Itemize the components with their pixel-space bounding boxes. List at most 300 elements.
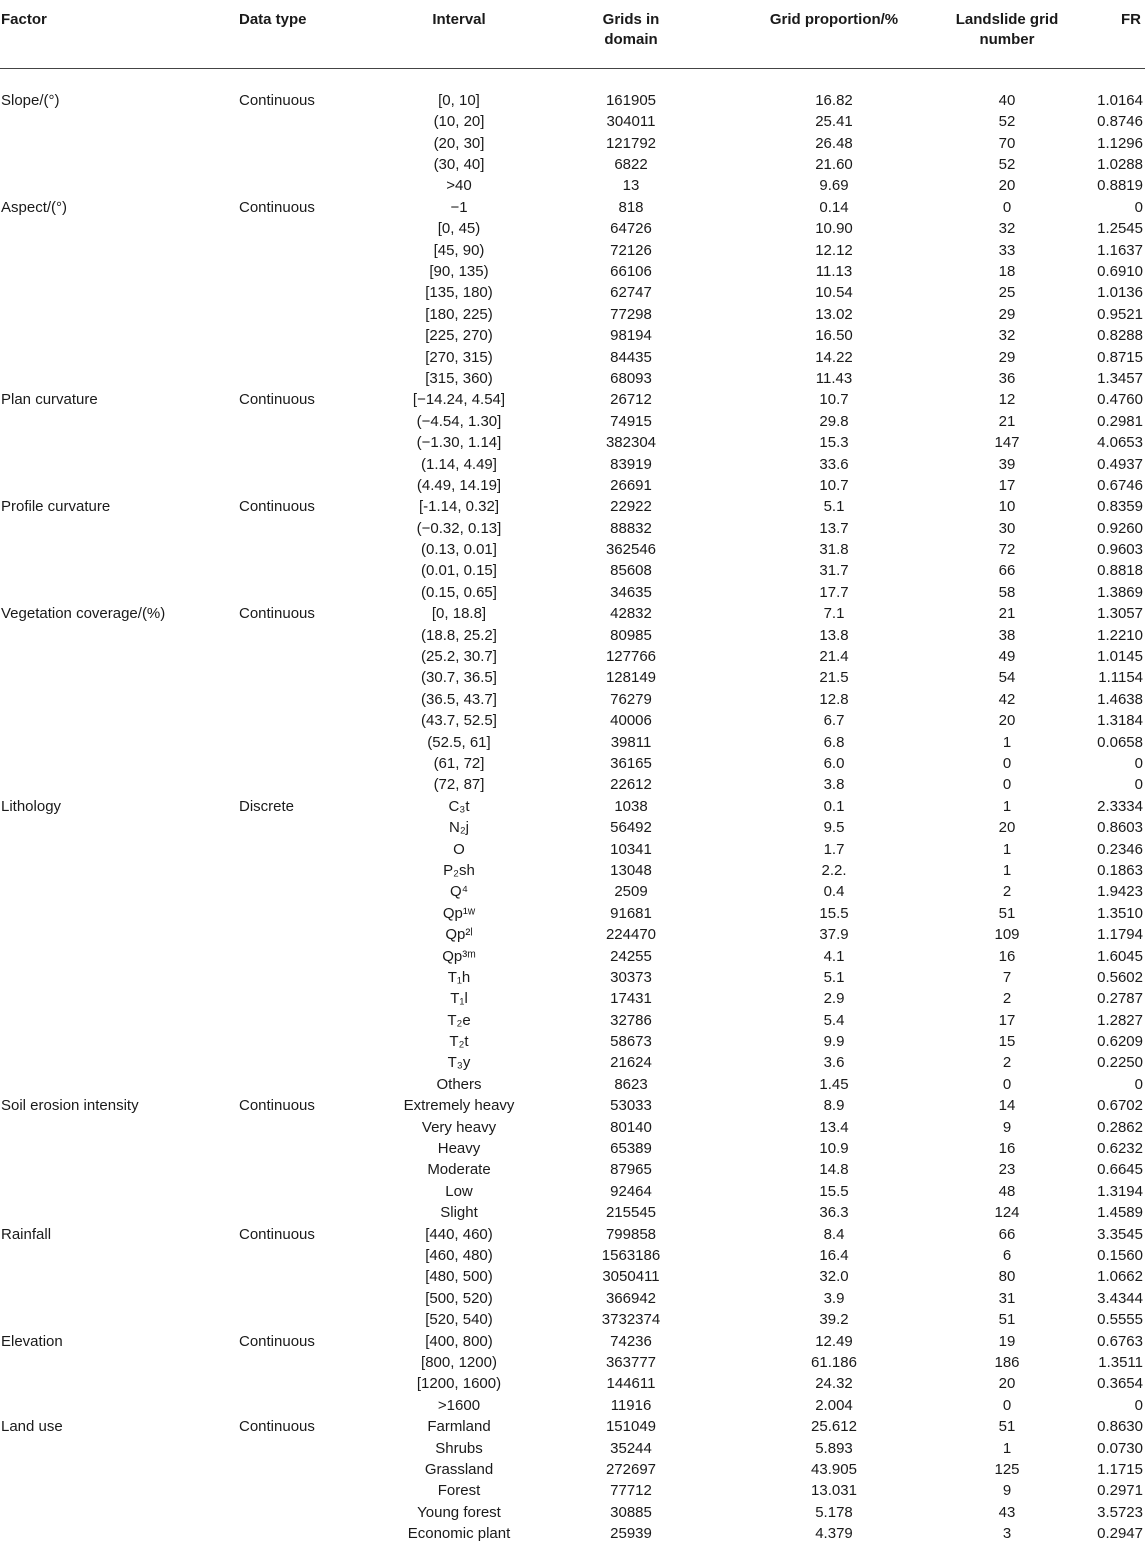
cell-interval: (1.14, 4.49] (375, 454, 543, 475)
cell-interval: [0, 45) (375, 218, 543, 239)
cell-interval: Very heavy (375, 1117, 543, 1138)
cell-grid-proportion: 8.4 (719, 1224, 949, 1245)
cell-grids-in-domain: 34635 (543, 582, 719, 603)
cell-data-type (232, 1159, 375, 1180)
cell-factor (0, 133, 232, 154)
cell-grid-proportion: 15.5 (719, 1181, 949, 1202)
table-row (0, 1459, 1145, 1480)
cell-fr: 0.6702 (1065, 1095, 1145, 1116)
cell-fr: 0.8603 (1065, 817, 1145, 838)
cell-grids-in-domain: 80985 (543, 625, 719, 646)
cell-interval: Extremely heavy (375, 1095, 543, 1116)
cell-landslide-grid-number: 38 (949, 625, 1065, 646)
cell-data-type: Continuous (232, 90, 375, 111)
cell-grids-in-domain: 151049 (543, 1416, 719, 1437)
cell-factor (0, 1373, 232, 1394)
cell-landslide-grid-number: 30 (949, 518, 1065, 539)
cell-grid-proportion: 21.60 (719, 154, 949, 175)
cell-grids-in-domain: 32786 (543, 1010, 719, 1031)
table-row (0, 667, 1145, 688)
table-row (0, 133, 1145, 154)
table-row (0, 454, 1145, 475)
cell-fr: 0.6232 (1065, 1138, 1145, 1159)
cell-grid-proportion: 14.8 (719, 1159, 949, 1180)
cell-fr: 0.1560 (1065, 1245, 1145, 1266)
table-row (0, 1245, 1145, 1266)
cell-factor (0, 1159, 232, 1180)
cell-data-type (232, 1502, 375, 1523)
cell-interval: [225, 270) (375, 325, 543, 346)
cell-landslide-grid-number: 147 (949, 432, 1065, 453)
cell-fr: 1.3194 (1065, 1181, 1145, 1202)
cell-landslide-grid-number: 9 (949, 1480, 1065, 1501)
cell-landslide-grid-number: 51 (949, 1309, 1065, 1330)
cell-interval: C₃t (375, 796, 543, 817)
cell-factor (0, 1245, 232, 1266)
cell-fr: 1.9423 (1065, 881, 1145, 902)
cell-grids-in-domain: 224470 (543, 924, 719, 945)
cell-landslide-grid-number: 17 (949, 1010, 1065, 1031)
cell-fr: 0 (1065, 197, 1145, 218)
cell-grids-in-domain: 77712 (543, 1480, 719, 1501)
cell-data-type (232, 1266, 375, 1287)
cell-data-type (232, 432, 375, 453)
cell-data-type (232, 903, 375, 924)
cell-factor (0, 1438, 232, 1459)
table-row (0, 90, 1145, 111)
cell-grid-proportion: 10.9 (719, 1138, 949, 1159)
cell-grids-in-domain: 11916 (543, 1395, 719, 1416)
cell-factor (0, 1138, 232, 1159)
cell-grids-in-domain: 22612 (543, 774, 719, 795)
table-row (0, 432, 1145, 453)
cell-factor: Soil erosion intensity (0, 1095, 232, 1116)
cell-grids-in-domain: 83919 (543, 454, 719, 475)
cell-grids-in-domain: 36165 (543, 753, 719, 774)
cell-interval: Qp¹ʷ (375, 903, 543, 924)
cell-data-type (232, 946, 375, 967)
cell-landslide-grid-number: 66 (949, 1224, 1065, 1245)
table-row (0, 175, 1145, 196)
cell-interval: [0, 18.8] (375, 603, 543, 624)
cell-grid-proportion: 16.4 (719, 1245, 949, 1266)
cell-fr: 1.3869 (1065, 582, 1145, 603)
cell-landslide-grid-number: 10 (949, 496, 1065, 517)
cell-grids-in-domain: 382304 (543, 432, 719, 453)
cell-grid-proportion: 14.22 (719, 347, 949, 368)
header-row (0, 0, 1145, 69)
cell-interval: Heavy (375, 1138, 543, 1159)
table-row (0, 560, 1145, 581)
cell-data-type (232, 368, 375, 389)
cell-grids-in-domain: 127766 (543, 646, 719, 667)
cell-grids-in-domain: 17431 (543, 988, 719, 1009)
cell-data-type (232, 539, 375, 560)
cell-data-type (232, 1245, 375, 1266)
cell-interval: [0, 10] (375, 90, 543, 111)
header-landslide-line1: Landslide grid (956, 11, 1059, 28)
cell-fr: 0.2250 (1065, 1052, 1145, 1073)
cell-grids-in-domain: 13 (543, 175, 719, 196)
cell-landslide-grid-number: 80 (949, 1266, 1065, 1287)
cell-fr: 0.8746 (1065, 111, 1145, 132)
cell-grids-in-domain: 66106 (543, 261, 719, 282)
table-row (0, 282, 1145, 303)
cell-interval: Slight (375, 1202, 543, 1223)
cell-data-type (232, 1288, 375, 1309)
cell-fr: 0.2787 (1065, 988, 1145, 1009)
cell-grids-in-domain: 144611 (543, 1373, 719, 1394)
cell-data-type (232, 454, 375, 475)
cell-interval: [−14.24, 4.54] (375, 389, 543, 410)
cell-landslide-grid-number: 12 (949, 389, 1065, 410)
cell-fr: 0 (1065, 1074, 1145, 1095)
cell-grids-in-domain: 26712 (543, 389, 719, 410)
cell-interval: Qp³ᵐ (375, 946, 543, 967)
cell-interval: (43.7, 52.5] (375, 710, 543, 731)
cell-grid-proportion: 9.9 (719, 1031, 949, 1052)
cell-landslide-grid-number: 39 (949, 454, 1065, 475)
cell-factor (0, 560, 232, 581)
cell-factor (0, 1288, 232, 1309)
cell-landslide-grid-number: 21 (949, 411, 1065, 432)
cell-landslide-grid-number: 72 (949, 539, 1065, 560)
cell-interval: [1200, 1600) (375, 1373, 543, 1394)
cell-grid-proportion: 0.14 (719, 197, 949, 218)
cell-landslide-grid-number: 21 (949, 603, 1065, 624)
table-row (0, 475, 1145, 496)
cell-fr: 0.2981 (1065, 411, 1145, 432)
cell-grid-proportion: 6.0 (719, 753, 949, 774)
cell-factor (0, 667, 232, 688)
cell-fr: 1.6045 (1065, 946, 1145, 967)
cell-interval: [520, 540) (375, 1309, 543, 1330)
cell-data-type (232, 774, 375, 795)
header-grids-line1: Grids in (603, 11, 660, 28)
cell-grids-in-domain: 88832 (543, 518, 719, 539)
cell-fr: 0.4937 (1065, 454, 1145, 475)
table-row (0, 518, 1145, 539)
table-row (0, 689, 1145, 710)
cell-fr: 1.2210 (1065, 625, 1145, 646)
cell-grids-in-domain: 215545 (543, 1202, 719, 1223)
cell-landslide-grid-number: 40 (949, 90, 1065, 111)
cell-data-type (232, 646, 375, 667)
cell-interval: [45, 90) (375, 240, 543, 261)
cell-grid-proportion: 0.1 (719, 796, 949, 817)
cell-factor (0, 347, 232, 368)
cell-grid-proportion: 5.893 (719, 1438, 949, 1459)
cell-factor (0, 689, 232, 710)
header-grids-line2: domain (604, 31, 657, 48)
cell-fr: 1.0662 (1065, 1266, 1145, 1287)
cell-factor (0, 1202, 232, 1223)
cell-data-type (232, 1459, 375, 1480)
table-row (0, 988, 1145, 1009)
cell-data-type (232, 560, 375, 581)
cell-interval: [460, 480) (375, 1245, 543, 1266)
cell-interval: Q⁴ (375, 881, 543, 902)
cell-grid-proportion: 4.379 (719, 1523, 949, 1544)
cell-factor: Plan curvature (0, 389, 232, 410)
cell-factor (0, 860, 232, 881)
table-row (0, 1331, 1145, 1352)
cell-data-type (232, 667, 375, 688)
cell-fr: 1.0288 (1065, 154, 1145, 175)
cell-grid-proportion: 11.13 (719, 261, 949, 282)
cell-landslide-grid-number: 51 (949, 903, 1065, 924)
cell-factor (0, 1266, 232, 1287)
cell-grid-proportion: 0.4 (719, 881, 949, 902)
table-row (0, 646, 1145, 667)
cell-grids-in-domain: 80140 (543, 1117, 719, 1138)
cell-factor (0, 432, 232, 453)
cell-grid-proportion: 25.612 (719, 1416, 949, 1437)
spacer-cell (0, 69, 1145, 90)
cell-grids-in-domain: 91681 (543, 903, 719, 924)
cell-fr: 0.8288 (1065, 325, 1145, 346)
cell-landslide-grid-number: 2 (949, 1052, 1065, 1073)
cell-landslide-grid-number: 0 (949, 753, 1065, 774)
cell-grids-in-domain: 22922 (543, 496, 719, 517)
cell-landslide-grid-number: 32 (949, 325, 1065, 346)
cell-landslide-grid-number: 32 (949, 218, 1065, 239)
cell-grid-proportion: 12.8 (719, 689, 949, 710)
table-row (0, 1395, 1145, 1416)
cell-grid-proportion: 2.9 (719, 988, 949, 1009)
cell-fr: 3.3545 (1065, 1224, 1145, 1245)
cell-grids-in-domain: 62747 (543, 282, 719, 303)
cell-grids-in-domain: 30885 (543, 1502, 719, 1523)
cell-landslide-grid-number: 0 (949, 197, 1065, 218)
cell-fr: 0.8630 (1065, 1416, 1145, 1437)
table-row (0, 261, 1145, 282)
header-fr: FR (1065, 0, 1145, 69)
cell-data-type (232, 325, 375, 346)
cell-grids-in-domain: 77298 (543, 304, 719, 325)
cell-grid-proportion: 21.5 (719, 667, 949, 688)
table-row (0, 881, 1145, 902)
cell-data-type: Continuous (232, 197, 375, 218)
cell-landslide-grid-number: 14 (949, 1095, 1065, 1116)
cell-fr: 0.2947 (1065, 1523, 1145, 1544)
cell-factor (0, 1031, 232, 1052)
cell-landslide-grid-number: 186 (949, 1352, 1065, 1373)
cell-grid-proportion: 13.02 (719, 304, 949, 325)
cell-landslide-grid-number: 6 (949, 1245, 1065, 1266)
cell-data-type (232, 1373, 375, 1394)
cell-grids-in-domain: 64726 (543, 218, 719, 239)
table-row (0, 1480, 1145, 1501)
cell-interval: [480, 500) (375, 1266, 543, 1287)
cell-landslide-grid-number: 20 (949, 817, 1065, 838)
cell-interval: (0.01, 0.15] (375, 560, 543, 581)
cell-grids-in-domain: 87965 (543, 1159, 719, 1180)
cell-factor (0, 1074, 232, 1095)
cell-landslide-grid-number: 48 (949, 1181, 1065, 1202)
cell-interval: [500, 520) (375, 1288, 543, 1309)
cell-landslide-grid-number: 70 (949, 133, 1065, 154)
table-row (0, 625, 1145, 646)
cell-interval: >40 (375, 175, 543, 196)
cell-landslide-grid-number: 36 (949, 368, 1065, 389)
cell-factor: Slope/(°) (0, 90, 232, 111)
cell-grids-in-domain: 74915 (543, 411, 719, 432)
cell-grid-proportion: 16.82 (719, 90, 949, 111)
cell-grid-proportion: 31.8 (719, 539, 949, 560)
cell-grids-in-domain: 85608 (543, 560, 719, 581)
cell-grid-proportion: 9.5 (719, 817, 949, 838)
cell-factor (0, 1459, 232, 1480)
cell-landslide-grid-number: 0 (949, 774, 1065, 795)
cell-grids-in-domain: 39811 (543, 732, 719, 753)
cell-grid-proportion: 5.1 (719, 496, 949, 517)
cell-data-type: Continuous (232, 389, 375, 410)
cell-data-type (232, 1352, 375, 1373)
cell-factor (0, 967, 232, 988)
cell-factor (0, 411, 232, 432)
cell-fr: 3.5723 (1065, 1502, 1145, 1523)
cell-factor (0, 839, 232, 860)
table-row (0, 304, 1145, 325)
cell-grid-proportion: 10.7 (719, 389, 949, 410)
cell-grid-proportion: 61.186 (719, 1352, 949, 1373)
cell-landslide-grid-number: 125 (949, 1459, 1065, 1480)
cell-grids-in-domain: 30373 (543, 967, 719, 988)
cell-data-type (232, 1181, 375, 1202)
cell-factor (0, 111, 232, 132)
cell-data-type: Continuous (232, 603, 375, 624)
cell-landslide-grid-number: 52 (949, 111, 1065, 132)
header-data-type: Data type (232, 0, 375, 69)
table-row (0, 197, 1145, 218)
cell-landslide-grid-number: 16 (949, 1138, 1065, 1159)
table-row (0, 710, 1145, 731)
cell-landslide-grid-number: 42 (949, 689, 1065, 710)
cell-fr: 2.3334 (1065, 796, 1145, 817)
cell-fr: 0.6645 (1065, 1159, 1145, 1180)
cell-interval: (0.13, 0.01] (375, 539, 543, 560)
cell-factor: Land use (0, 1416, 232, 1437)
table-row (0, 1416, 1145, 1437)
cell-data-type (232, 1117, 375, 1138)
cell-interval: [270, 315) (375, 347, 543, 368)
cell-grid-proportion: 8.9 (719, 1095, 949, 1116)
cell-landslide-grid-number: 20 (949, 175, 1065, 196)
cell-fr: 0.1863 (1065, 860, 1145, 881)
table-row (0, 539, 1145, 560)
cell-fr: 0 (1065, 774, 1145, 795)
cell-grids-in-domain: 1563186 (543, 1245, 719, 1266)
cell-grids-in-domain: 84435 (543, 347, 719, 368)
cell-factor (0, 240, 232, 261)
cell-factor (0, 582, 232, 603)
cell-data-type (232, 860, 375, 881)
cell-fr: 0 (1065, 753, 1145, 774)
cell-fr: 1.3511 (1065, 1352, 1145, 1373)
cell-grids-in-domain: 272697 (543, 1459, 719, 1480)
header-landslide-grid-number (949, 0, 1065, 69)
table-row (0, 240, 1145, 261)
cell-data-type (232, 154, 375, 175)
cell-grid-proportion: 17.7 (719, 582, 949, 603)
cell-data-type (232, 240, 375, 261)
table-row (0, 1117, 1145, 1138)
table-row (0, 1052, 1145, 1073)
cell-grids-in-domain: 74236 (543, 1331, 719, 1352)
cell-grid-proportion: 10.90 (719, 218, 949, 239)
cell-grid-proportion: 24.32 (719, 1373, 949, 1394)
cell-landslide-grid-number: 49 (949, 646, 1065, 667)
cell-grids-in-domain: 13048 (543, 860, 719, 881)
cell-interval: (18.8, 25.2] (375, 625, 543, 646)
cell-grid-proportion: 15.5 (719, 903, 949, 924)
table-row (0, 347, 1145, 368)
cell-landslide-grid-number: 29 (949, 304, 1065, 325)
cell-fr: 1.3457 (1065, 368, 1145, 389)
table-row (0, 1309, 1145, 1330)
cell-grid-proportion: 11.43 (719, 368, 949, 389)
cell-fr: 0.8715 (1065, 347, 1145, 368)
cell-data-type: Continuous (232, 1331, 375, 1352)
cell-landslide-grid-number: 52 (949, 154, 1065, 175)
cell-fr: 0.6910 (1065, 261, 1145, 282)
cell-grids-in-domain: 304011 (543, 111, 719, 132)
cell-interval: Moderate (375, 1159, 543, 1180)
cell-grid-proportion: 5.1 (719, 967, 949, 988)
cell-grids-in-domain: 121792 (543, 133, 719, 154)
cell-interval: Shrubs (375, 1438, 543, 1459)
cell-factor (0, 368, 232, 389)
cell-grid-proportion: 6.8 (719, 732, 949, 753)
header-factor: Factor (0, 0, 232, 69)
table-row (0, 839, 1145, 860)
cell-grid-proportion: 1.45 (719, 1074, 949, 1095)
cell-fr: 1.1715 (1065, 1459, 1145, 1480)
cell-grid-proportion: 36.3 (719, 1202, 949, 1223)
cell-fr: 1.2827 (1065, 1010, 1145, 1031)
cell-grid-proportion: 31.7 (719, 560, 949, 581)
cell-interval: Qp²ˡ (375, 924, 543, 945)
cell-grid-proportion: 25.41 (719, 111, 949, 132)
cell-grids-in-domain: 26691 (543, 475, 719, 496)
cell-data-type (232, 1480, 375, 1501)
cell-grid-proportion: 13.8 (719, 625, 949, 646)
cell-factor (0, 710, 232, 731)
cell-factor: Rainfall (0, 1224, 232, 1245)
table-row (0, 582, 1145, 603)
table-row (0, 111, 1145, 132)
cell-interval: [440, 460) (375, 1224, 543, 1245)
cell-data-type (232, 753, 375, 774)
cell-grids-in-domain: 3732374 (543, 1309, 719, 1330)
cell-grids-in-domain: 3050411 (543, 1266, 719, 1287)
cell-interval: (52.5, 61] (375, 732, 543, 753)
table-body (0, 69, 1145, 1544)
cell-data-type (232, 1138, 375, 1159)
cell-interval: [400, 800) (375, 1331, 543, 1352)
cell-grid-proportion: 10.54 (719, 282, 949, 303)
cell-grids-in-domain: 366942 (543, 1288, 719, 1309)
cell-grids-in-domain: 24255 (543, 946, 719, 967)
table-row (0, 1266, 1145, 1287)
cell-data-type (232, 1074, 375, 1095)
table-row (0, 411, 1145, 432)
cell-grids-in-domain: 161905 (543, 90, 719, 111)
table-row (0, 603, 1145, 624)
spacer-row (0, 69, 1145, 90)
cell-grid-proportion: 15.3 (719, 432, 949, 453)
